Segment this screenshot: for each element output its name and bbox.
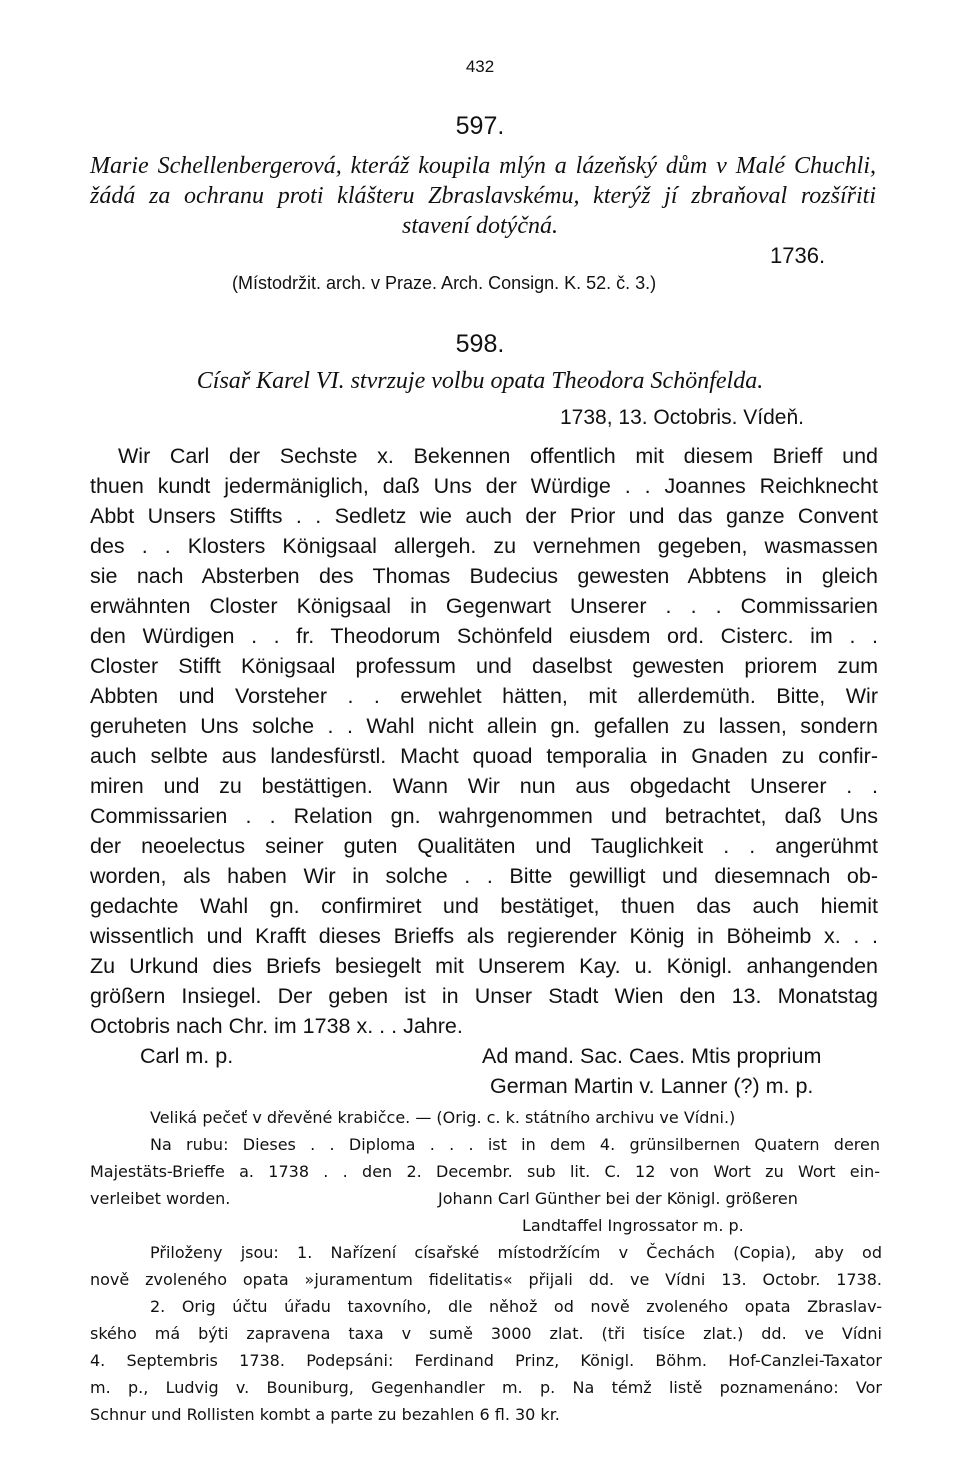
attachments-line-5: 4. Septembris 1738. Podepsáni: Ferdinand Prinz, Königl. Böhm. Hof-Canzlei-Taxator [90, 1351, 882, 1370]
body-line-1: Wir Carl der Sechste x. Bekennen offentlich mit diesem Brieff und [118, 444, 878, 468]
body-line-16: gedachte Wahl gn. confirmiret und bestätiget, thuen das auch hiemit [90, 894, 878, 918]
doc597-title-line-3: stavení dotýčná. [402, 213, 558, 239]
body-line-17: wissentlich und Krafft dieses Brieffs als regierender König in Böheimb x. . . [90, 924, 878, 948]
body-line-18: Zu Urkund dies Briefs besiegelt mit Unserem Kay. u. Königl. anhangenden [90, 954, 878, 978]
note-seal-line-1: Veliká pečeť v dřevěné krabičce. — (Orig. c. k. státního archivu ve Vídni.) [150, 1108, 736, 1127]
doc598-date: 1738, 13. Octobris. Vídeň. [560, 406, 804, 429]
attachments-line-7: Schnur und Rollisten kombt a parte zu bezahlen 6 fl. 30 kr. [90, 1405, 560, 1424]
body-line-8: Closter Stifft Königsaal professum und daselbst gewesten priorem zum [90, 654, 878, 678]
note-seal-line-2: Na rubu: Dieses . . Diploma . . . ist in dem 4. grünsilbernen Quatern deren [150, 1135, 880, 1154]
body-line-12: miren und zu bestättigen. Wann Wir nun aus obgedacht Unserer . . [90, 774, 878, 798]
body-line-2: thuen kundt jedermäniglich, daß Uns der Würdige . . Joannes Reichknecht [90, 474, 878, 498]
body-line-15: worden, als haben Wir in solche . . Bitte gewilligt und diesemnach ob- [90, 864, 878, 888]
doc597-source: (Místodržit. arch. v Praze. Arch. Consign. K. 52. č. 3.) [232, 273, 657, 293]
body-line-5: sie nach Absterben des Thomas Budecius gewesten Abbtens in gleich [90, 564, 878, 588]
page-number: 432 [465, 57, 495, 76]
note-seal-line-4: verleibet worden. [90, 1189, 231, 1208]
attachments-line-3: 2. Orig účtu úřadu taxovního, dle něhož od nově zvoleného opata Zbraslav- [150, 1297, 882, 1316]
doc597-year: 1736. [770, 243, 826, 268]
body-line-9: Abbten und Vorsteher . . erwehlet hätten, mit allerdemüth. Bitte, Wir [90, 684, 878, 708]
countersignature-line-2: German Martin v. Lanner (?) m. p. [490, 1074, 814, 1098]
note-seal-line-3: Majestäts-Brieffe a. 1738 . . den 2. Decembr. sub lit. C. 12 von Wort zu Wort ein- [90, 1162, 880, 1181]
body-line-10: geruheten Uns solche . . Wahl nicht allein gn. gefallen zu lassen, sondern [90, 714, 878, 738]
attachments-line-1: Přiloženy jsou: 1. Nařízení císařské místodržícím v Čechách (Copia), aby od [150, 1243, 882, 1262]
body-line-11: auch selbte aus landesfürstl. Macht quoad temporalia in Gnaden zu confir- [90, 744, 878, 768]
signature-carl: Carl m. p. [140, 1044, 234, 1068]
doc598-title: Císař Karel VI. stvrzuje volbu opata Theodora Schönfelda. [196, 368, 764, 394]
body-line-7: den Würdigen . . fr. Theodorum Schönfeld eiusdem ord. Cisterc. im . . [90, 624, 878, 648]
countersignature-line-1: Ad mand. Sac. Caes. Mtis proprium [482, 1044, 822, 1068]
document-number-597: 597. [455, 112, 505, 140]
registrar-line-2: Landtaffel Ingrossator m. p. [522, 1216, 744, 1235]
body-line-3: Abbt Unsers Stiffts . . Sedletz wie auch der Prior und das ganze Convent [90, 504, 878, 528]
body-line-6: erwähnten Closter Königsaal in Gegenwart Unserer . . . Commissarien [90, 594, 878, 618]
body-line-20: Octobris nach Chr. im 1738 x. . . Jahre. [90, 1014, 463, 1038]
body-line-14: der neoelectus seiner guten Qualitäten und Tauglichkeit . . angerühmt [90, 834, 878, 858]
doc597-title-line-1: Marie Schellenbergerová, kteráž koupila mlýn a lázeňský dům v Malé Chuchli, [90, 153, 876, 179]
doc597-title-line-2: žádá za ochranu proti klášteru Zbraslavskému, kterýž jí zbraňoval rozšířiti [90, 183, 876, 209]
attachments-line-2: nově zvoleného opata »juramentum fidelitatis« přijali dd. ve Vídni 13. Octobr. 1738. [90, 1270, 882, 1289]
registrar-line-1: Johann Carl Günther bei der Königl. größeren [438, 1189, 798, 1208]
body-line-19: größern Insiegel. Der geben ist in Unser Stadt Wien den 13. Monatstag [90, 984, 878, 1008]
attachments-line-4: ského má býti zapravena taxa v sumě 3000 zlat. (tři tisíce zlat.) dd. ve Vídni [90, 1324, 882, 1343]
document-number-598: 598. [455, 330, 505, 358]
attachments-line-6: m. p., Ludvig v. Bouniburg, Gegenhandler m. p. Na témž listě poznamenáno: Vor [90, 1378, 882, 1397]
body-line-4: des . . Klosters Königsaal allergeh. zu vernehmen gegeben, wasmassen [90, 534, 878, 558]
body-line-13: Commissarien . . Relation gn. wahrgenommen und betrachtet, daß Uns [90, 804, 878, 828]
